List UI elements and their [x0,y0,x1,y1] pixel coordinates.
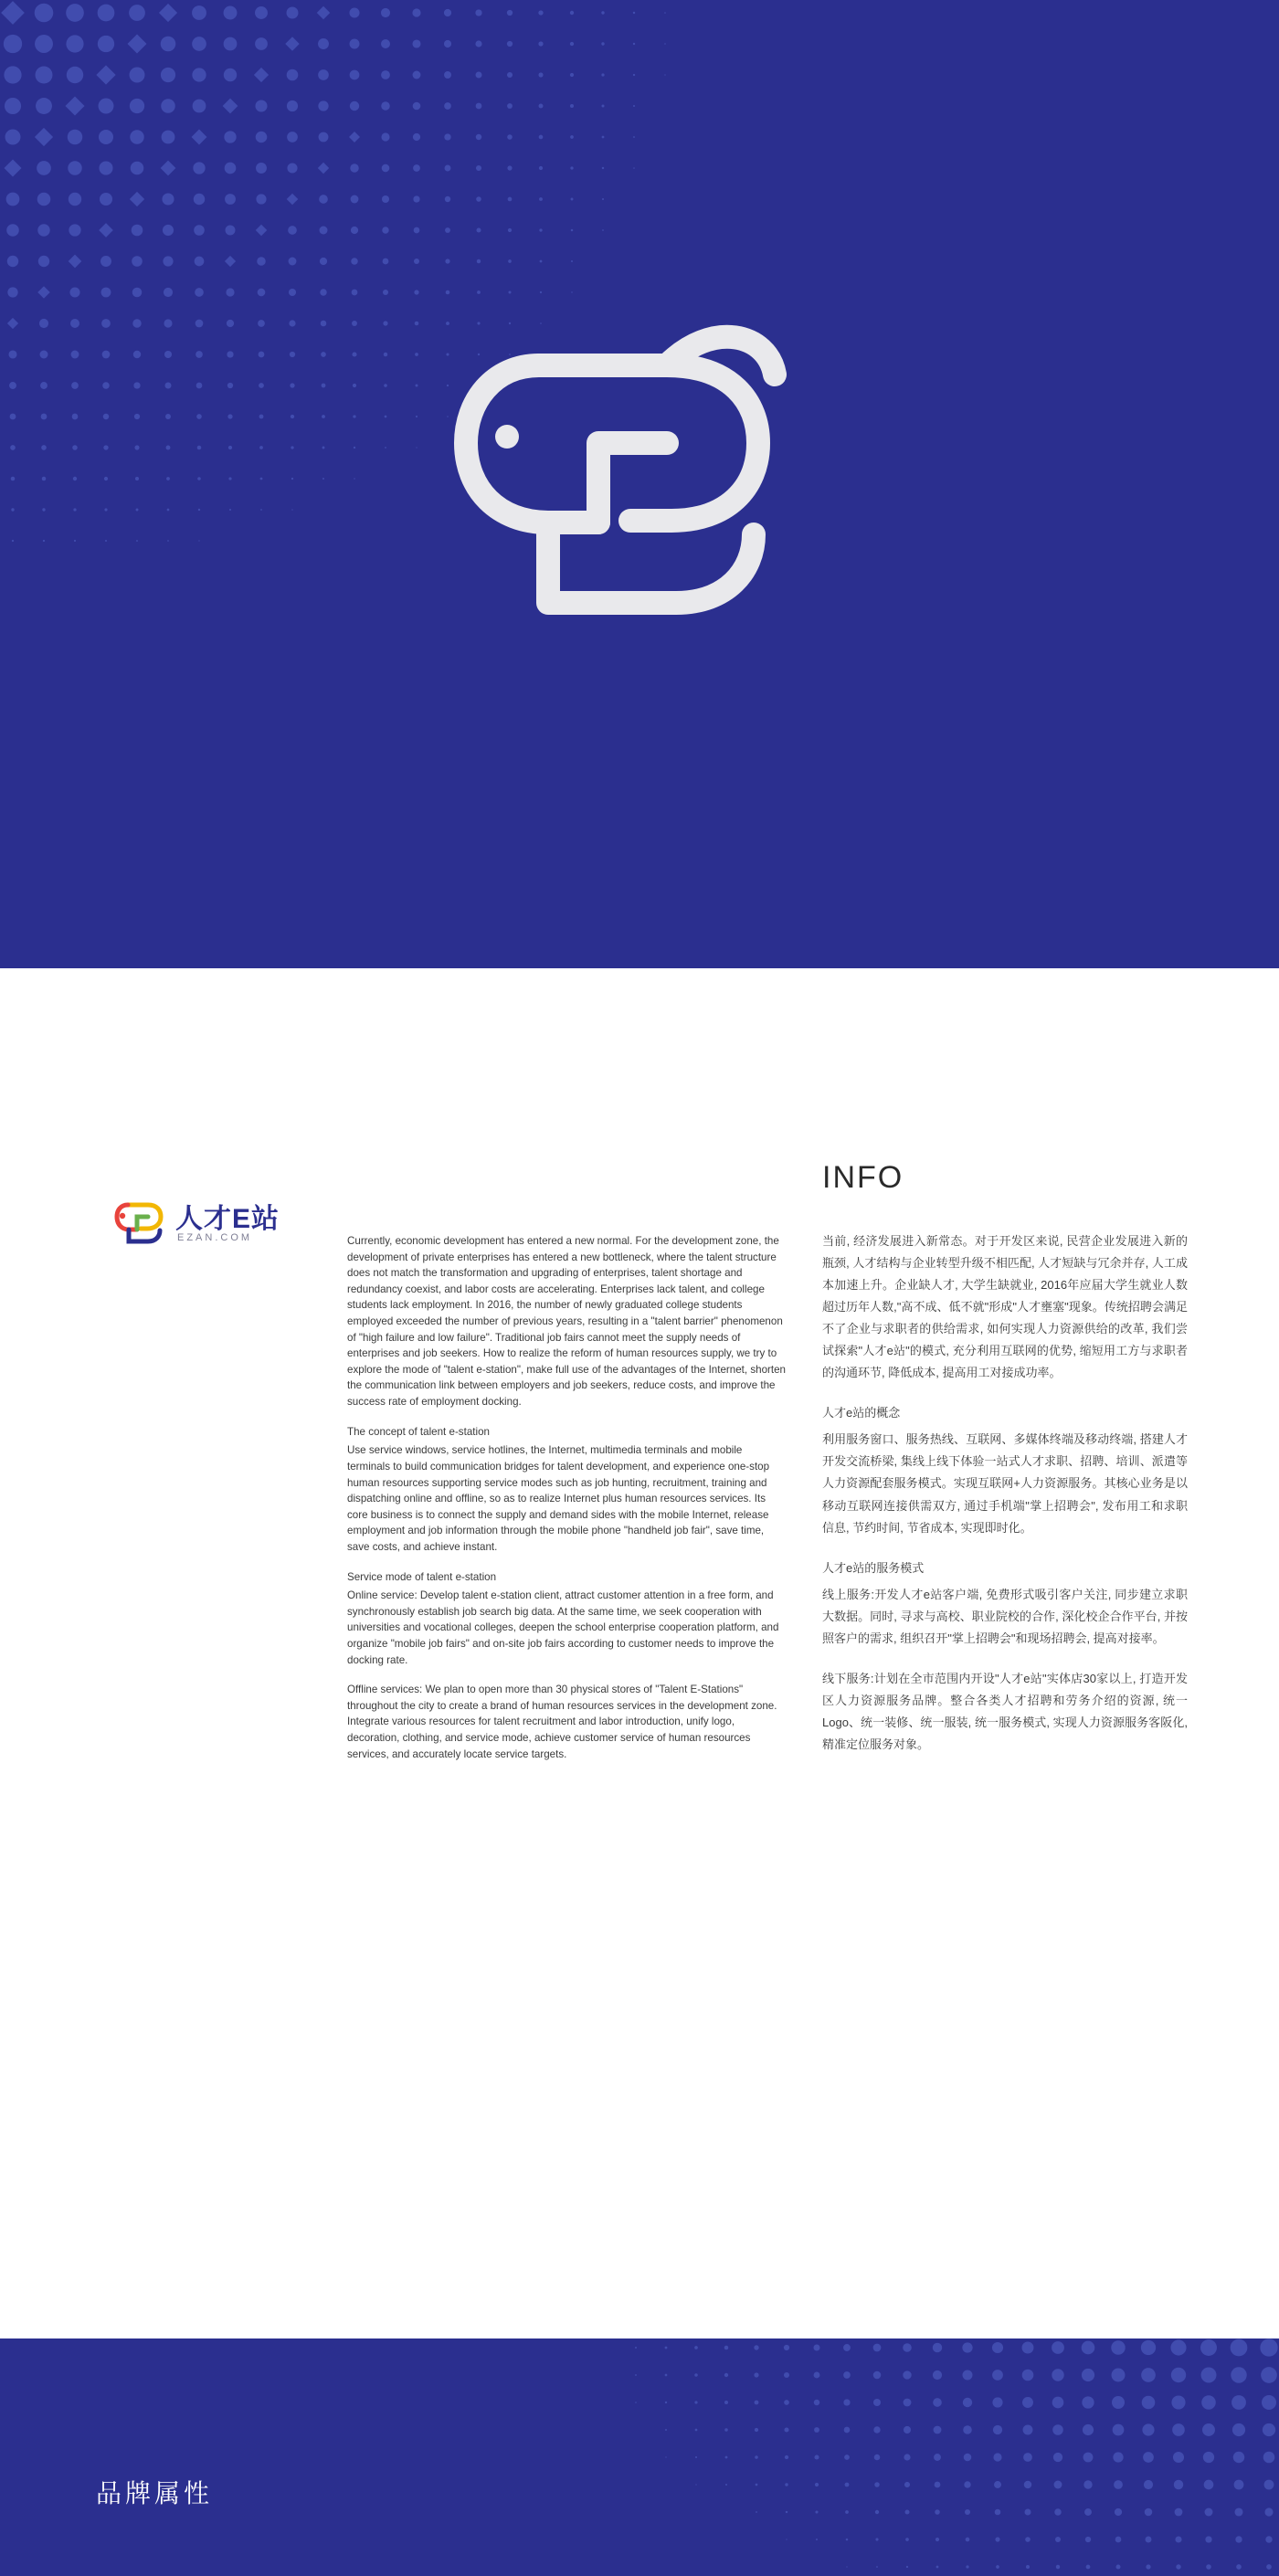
en-subheading-1: The concept of talent e-station [347,1425,490,1438]
brand-domain: EZAN.COM [177,1232,253,1243]
en-subheading-2: Service mode of talent e-station [347,1570,497,1583]
zh-paragraph-2: 利用服务窗口、服务热线、互联网、多媒体终端及移动终端, 搭建人才开发交流桥梁, 集线上线下体验一站式人才求职、招聘、培训、派遣等人力资源配套服务模式。实现互联网+人力资源服务。其核心业务是以移动互联网连接供需双方, 通过手机端"掌上招聘会", 发布用工和求职信息, 节约时间, 节省成本, 实现即时化。 [822,1432,1188,1535]
zh-paragraph-4: 线下服务:计划在全市范围内开设"人才e站"实体店30家以上, 打造开发区人力资源服务品牌。整合各类人才招聘和劳务介绍的资源, 统一Logo、统一装修、统一服装, 统一服务模式, 实现人力资源服务客阪化, 精准定位服务对象。 [822,1671,1188,1751]
en-paragraph-1: Currently, economic development has entered a new normal. For the development zone, the development of private enterprises has entered a new bottleneck, where the talent structure does not match the transformation and upgrading of enterprises, talent shortage and redundancy coexist, and labor costs are accelerating. Enterprises lack talent, and college students lack employment. In 2016, the number of newly graduated college students employed exceeded the number of previous years, resulting in a "talent barrier" phenomenon of "high failure and low failure". Traditional job fairs cannot meet the supply needs of enterprises and job seekers. How to realize the reform of human resources supply, we try to explore the mode of "talent e-station", make full use of the advantages of the Internet, shorten the communication link between employers and job seekers, reduce costs, and improve the success rate of employment docking. [347,1235,787,1409]
brand-name: 人才E站 [175,1204,280,1234]
info-heading: INFO [822,1160,904,1195]
footer-title: 品牌属性 [96,2479,214,2507]
content-section [0,968,1279,2338]
footer-dot-pattern [566,2338,1279,2576]
brand-logo [111,1192,322,1265]
en-paragraph-4: Offline services: We plan to open more than 30 physical stores of "Talent E-Stations" throughout the city to create a brand of human resources services in the development zone. Integrate various resources for talent recruitment and labor introduction, unify logo, decoration, clothing, and service mode, achieve customer service of human resources services, and accurately locate service targets. [347,1684,777,1760]
zh-paragraph-3: 线上服务:开发人才e站客户端, 免费形式吸引客户关注, 同步建立求职大数据。同时, 寻求与高校、职业院校的合作, 深化校企合作平台, 并按照客户的需求, 组织召开"掌上招聘会"和现场招聘会, 提高对接率。 [822,1587,1188,1645]
zh-subheading-1: 人才e站的概念 [822,1406,901,1420]
ezan-e-mark-icon [111,1192,168,1249]
ezan-logo-icon [439,256,822,639]
en-paragraph-2: Use service windows, service hotlines, the Internet, multimedia terminals and mobile terminals to build communication bridges for talent development, and experience one-stop human resources supporting service modes such as job hunting, recruitment, training and dispatching online and offline, so as to realize Internet plus human resources services. Its core business is to connect the supply and demand sides with the mobile Internet, release employment and job information through the mobile phone "handheld job fair", save time, save costs, and achieve instant. [347,1444,770,1553]
zh-subheading-2: 人才e站的服务模式 [822,1560,925,1575]
zh-paragraph-1: 当前, 经济发展进入新常态。对于开发区来说, 民营企业发展进入新的瓶颈, 人才结构与企业转型升级不相匹配, 人才短缺与冗余并存, 人工成本加速上升。企业缺人才, 大学生缺就业, 2016年应届大学生就业人数超过历年人数,"高不成、低不就"形成"人才壅塞"现象。传统招聘会满足不了企业与求职者的供给需求, 如何实现人力资源供给的改革, 我们尝试探索"人才e站"的模式, 充分利用互联网的优势, 缩短用工方与求职者的沟通环节, 降低成本, 提高用工对接成功率。 [822,1234,1188,1380]
en-paragraph-3: Online service: Develop talent e-station client, attract customer attention in a free form, and synchronously establish job search big data. At the same time, we seek cooperation with universities and vocational colleges, deepen the school enterprise cooperation platform, and organize "mobile job fairs" and on-site job fairs according to customer needs to improve the docking rate. [347,1589,779,1666]
english-copy-column [347,1233,786,1776]
chinese-copy-column [822,1160,1188,1774]
hero-banner [0,0,1279,968]
footer-banner [0,2338,1279,2576]
